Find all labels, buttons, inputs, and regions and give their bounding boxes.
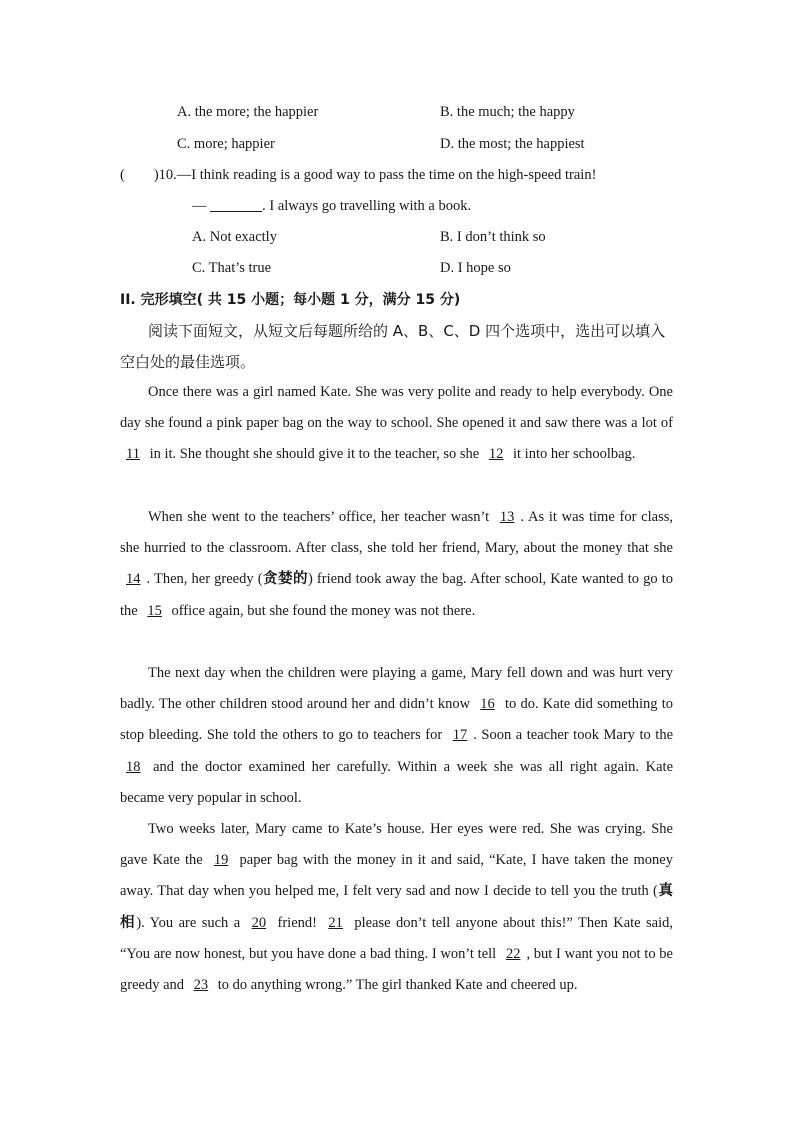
passage-text: When she went to the teachers’ office, her teacher wasn’t [148, 509, 494, 525]
q10-stem-line [120, 165, 596, 185]
passage-text: . Soon a teacher took Mary to the [473, 727, 674, 744]
passage-text: . As it was time for class, she hurried to the classroom. After class, she told her friend, Mary, about the money that she [120, 509, 673, 557]
q10-reply-line [192, 196, 471, 216]
q10-option-d: D. I hope so [440, 260, 511, 276]
q9-option-a: A. the more; the happier [177, 104, 319, 120]
passage-paragraph-1 [120, 377, 673, 471]
passage-paragraph-4 [120, 814, 673, 1001]
blank-11: 11 [126, 446, 140, 463]
passage-text: ). You are such a [136, 914, 246, 931]
blank-19: 19 [213, 852, 229, 869]
blank-23: 23 [193, 977, 209, 994]
blank-13: 13 [499, 509, 515, 525]
passage-text: paper bag with the money in it and said, “Kate, I have taken the money away. That day when you helped me, I felt very sad and now I decide to tell you the truth ( [120, 852, 673, 900]
passage-text: to do anything wrong.” The girl thanked Kate and cheered up. [214, 977, 578, 994]
chinese-gloss: 真相 [120, 883, 673, 931]
q9-option-d: D. the most; the happiest [440, 136, 585, 152]
passage-text: Two weeks later, Mary came to Kate’s house. Her eyes were red. She was crying. She gave Kate the [120, 821, 673, 869]
passage-paragraph-2 [120, 502, 673, 627]
blank-14: 14 [126, 571, 141, 588]
passage-text: please don’t tell anyone about this!” Then Kate said, “You are now honest, but you have done a bad thing. I won’t tell [120, 914, 674, 962]
chinese-gloss: 贪婪的 [262, 571, 308, 588]
reply-text: . I always go travelling with a book. [262, 198, 472, 214]
question-stem: —I think reading is a good way to pass the time on the high-speed train! [176, 167, 597, 183]
blank-15: 15 [147, 602, 162, 619]
q10-option-b: B. I don’t think so [440, 229, 546, 245]
answer-blank [210, 197, 262, 212]
answer-paren: ( ) [120, 167, 159, 183]
blank-17: 17 [452, 727, 468, 744]
passage-text: . Then, her greedy ( [146, 571, 263, 588]
passage-text: and the doctor examined her carefully. Within a week she was all right again. Kate became very popular in school. [120, 758, 673, 806]
blank-22: 22 [505, 945, 521, 962]
question-number: 10. [158, 167, 177, 183]
passage-text: it into her schoolbag. [509, 446, 636, 463]
passage-text: in it. She thought she should give it to the teacher, so she [145, 446, 483, 463]
passage-text: Once there was a girl named Kate. She was very polite and ready to help everybody. One day she found a pink paper bag on the way to school. She opened it and saw there was a lot of [120, 384, 673, 432]
q9-option-b: B. the much; the happy [440, 104, 575, 120]
section-instruction: 阅读下面短文，从短文后每题所给的 A、B、C、D 四个选项中，选出可以填入空白处的最佳选项。 [120, 322, 666, 371]
passage-text: friend! [272, 914, 323, 931]
passage-text: ) friend took away the bag. After school, Kate wanted to go to the [120, 571, 673, 619]
q10-option-a: A. Not exactly [192, 229, 277, 245]
blank-12: 12 [488, 446, 504, 463]
passage-text: , but I want you not to be greedy and [120, 945, 673, 994]
passage-text: office again, but she found the money was not there. [167, 602, 476, 619]
q10-option-c: C. That’s true [192, 260, 272, 276]
blank-20: 20 [251, 914, 267, 931]
passage-text: The next day when the children were playing a game, Mary fell down and was hurt very badly. The other children stood around her and didn’t know [120, 665, 673, 713]
q9-option-c: C. more; happier [177, 136, 275, 152]
reply-dash: — [192, 198, 207, 214]
blank-16: 16 [480, 696, 495, 713]
passage-paragraph-3 [120, 658, 673, 814]
passage-text: to do. Kate did something to stop bleeding. She told the others to go to teachers for [120, 696, 673, 744]
section-title: II. 完形填空( 共 15 小题；每小题 1 分，满分 15 分) [120, 292, 461, 308]
blank-18: 18 [126, 758, 141, 775]
blank-21: 21 [328, 914, 343, 931]
